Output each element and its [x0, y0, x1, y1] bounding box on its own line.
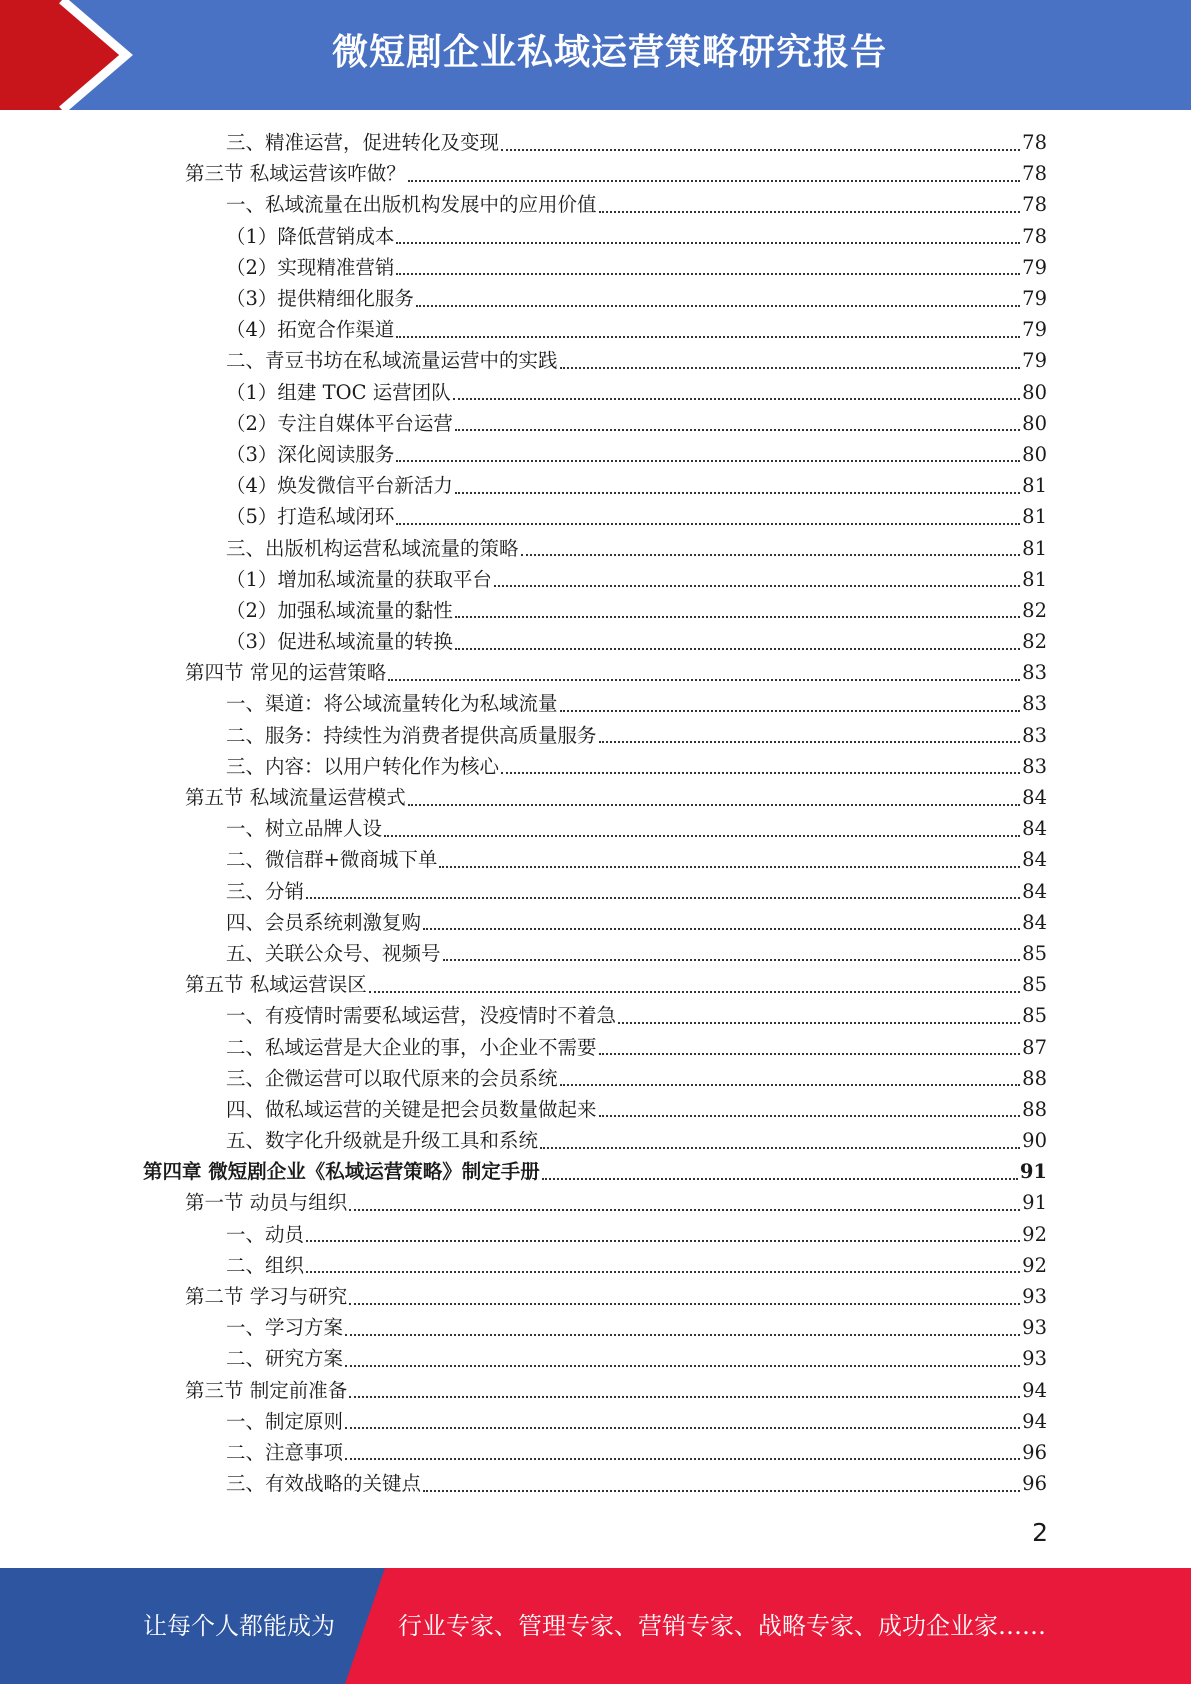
toc-entry-page: 94: [1022, 1409, 1047, 1433]
toc-entry-page: 88: [1022, 1066, 1047, 1090]
toc-dot-leader: [599, 1095, 1021, 1117]
toc-entry-page: 78: [1022, 131, 1047, 155]
toc-entry-title: （5）打造私域闭环: [226, 505, 395, 529]
toc-entry-page: 78: [1022, 162, 1047, 186]
toc-entry-title: （2）专注自媒体平台运营: [226, 411, 453, 435]
toc-entry-page: 92: [1022, 1222, 1047, 1246]
toc-entry-title: （4）焕发微信平台新活力: [226, 474, 453, 498]
toc-entry-page: 84: [1022, 910, 1047, 934]
toc-entry-title: （2）实现精准营销: [226, 255, 395, 279]
toc-dot-leader: [599, 191, 1021, 213]
toc-entry[interactable]: [0, 844, 1191, 875]
toc-dot-leader: [396, 503, 1020, 525]
toc-dot-leader: [408, 160, 1020, 182]
toc-entry-page: 81: [1022, 567, 1047, 591]
toc-dot-leader: [455, 628, 1020, 650]
toc-entry-page: 85: [1022, 1004, 1047, 1028]
toc-dot-leader: [384, 815, 1020, 837]
toc-dot-leader: [345, 1314, 1020, 1336]
toc-entry[interactable]: [0, 1406, 1191, 1437]
toc-entry-title: 二、微信群+微商城下单: [226, 848, 438, 872]
toc-entry-page: 78: [1022, 224, 1047, 248]
toc-dot-leader: [306, 1251, 1020, 1273]
toc-entry-title: 三、内容：以用户转化作为核心: [226, 754, 500, 778]
toc-dot-leader: [439, 846, 1020, 868]
toc-entry-title: 第一节 动员与组织: [185, 1191, 348, 1215]
toc-entry[interactable]: [0, 1437, 1191, 1468]
toc-dot-leader: [501, 129, 1020, 151]
page-number: 2: [1032, 1518, 1048, 1547]
table-of-contents: [0, 127, 1191, 1499]
toc-entry-page: 91: [1019, 1160, 1047, 1184]
toc-dot-leader: [453, 378, 1020, 400]
toc-entry[interactable]: [0, 1063, 1191, 1094]
toc-entry-page: 96: [1022, 1440, 1047, 1464]
toc-dot-leader: [443, 939, 1021, 961]
toc-entry-page: 90: [1022, 1129, 1047, 1153]
report-title: 微短剧企业私域运营策略研究报告: [331, 32, 887, 73]
toc-entry-page: 80: [1022, 411, 1047, 435]
toc-entry-title: 三、有效战略的关键点: [226, 1472, 422, 1496]
toc-entry[interactable]: [0, 314, 1191, 345]
toc-entry-page: 81: [1022, 474, 1047, 498]
toc-entry[interactable]: [0, 1250, 1191, 1281]
toc-entry[interactable]: [0, 657, 1191, 688]
toc-dot-leader: [560, 690, 1021, 712]
toc-entry[interactable]: [0, 252, 1191, 283]
toc-entry[interactable]: [0, 1375, 1191, 1406]
toc-entry[interactable]: [0, 1125, 1191, 1156]
toc-entry[interactable]: [0, 345, 1191, 376]
toc-entry-title: 一、渠道：将公域流量转化为私域流量: [226, 692, 558, 716]
toc-entry-title: 二、注意事项: [226, 1440, 344, 1464]
toc-entry-title: 一、学习方案: [226, 1316, 344, 1340]
toc-dot-leader: [396, 253, 1020, 275]
toc-entry-title: 二、服务：持续性为消费者提供高质量服务: [226, 723, 597, 747]
toc-dot-leader: [396, 440, 1020, 462]
toc-entry[interactable]: [0, 221, 1191, 252]
toc-entry-page: 78: [1022, 193, 1047, 217]
toc-entry[interactable]: [0, 377, 1191, 408]
toc-dot-leader: [349, 1283, 1020, 1305]
footer-slogan-lead: 让每个人都能成为: [143, 1612, 335, 1640]
toc-entry[interactable]: [0, 1187, 1191, 1218]
toc-entry-title: 一、私域流量在出版机构发展中的应用价值: [226, 193, 597, 217]
toc-entry-page: 96: [1022, 1472, 1047, 1496]
toc-dot-leader: [396, 222, 1020, 244]
toc-entry[interactable]: [0, 532, 1191, 563]
toc-entry-title: 二、组织: [226, 1253, 305, 1277]
toc-entry-page: 79: [1022, 255, 1047, 279]
toc-entry[interactable]: [0, 720, 1191, 751]
toc-entry-page: 82: [1022, 598, 1047, 622]
toc-dot-leader: [408, 784, 1020, 806]
toc-dot-leader: [423, 1470, 1020, 1492]
toc-entry[interactable]: [0, 813, 1191, 844]
toc-dot-leader: [455, 409, 1020, 431]
toc-dot-leader: [494, 565, 1020, 587]
toc-entry[interactable]: [0, 1312, 1191, 1343]
toc-entry-page: 91: [1022, 1191, 1047, 1215]
toc-entry-title: 二、研究方案: [226, 1347, 344, 1371]
toc-entry-title: 四、会员系统刺激复购: [226, 910, 422, 934]
toc-dot-leader: [560, 1064, 1021, 1086]
toc-entry-page: 79: [1022, 349, 1047, 373]
toc-entry-title: 四、做私域运营的关键是把会员数量做起来: [226, 1097, 597, 1121]
toc-entry-page: 80: [1022, 380, 1047, 404]
header-band: [0, 0, 1191, 110]
toc-entry-page: 83: [1022, 661, 1047, 685]
toc-dot-leader: [306, 877, 1020, 899]
toc-entry-title: 三、出版机构运营私域流量的策略: [226, 536, 519, 560]
toc-dot-leader: [542, 1158, 1018, 1180]
toc-dot-leader: [349, 1376, 1020, 1398]
toc-entry[interactable]: [0, 1094, 1191, 1125]
toc-entry-title: （1）增加私域流量的获取平台: [226, 567, 492, 591]
toc-entry[interactable]: [0, 1343, 1191, 1374]
toc-dot-leader: [521, 534, 1021, 556]
toc-entry[interactable]: [0, 1468, 1191, 1499]
toc-entry-page: 87: [1022, 1035, 1047, 1059]
toc-entry[interactable]: [0, 1031, 1191, 1062]
toc-entry-page: 84: [1022, 786, 1047, 810]
toc-entry-title: 第五节 私域运营误区: [185, 973, 367, 997]
toc-entry-title: 三、精准运营，促进转化及变现: [226, 131, 500, 155]
toc-entry-page: 83: [1022, 692, 1047, 716]
toc-entry[interactable]: [0, 564, 1191, 595]
toc-entry[interactable]: [0, 938, 1191, 969]
toc-entry-title: 五、数字化升级就是升级工具和系统: [226, 1129, 539, 1153]
toc-entry-title: 一、制定原则: [226, 1409, 344, 1433]
toc-entry-title: 第四章 微短剧企业《私域运营策略》制定手册: [143, 1160, 540, 1184]
toc-dot-leader: [560, 347, 1021, 369]
toc-entry[interactable]: [0, 876, 1191, 907]
toc-dot-leader: [345, 1438, 1020, 1460]
toc-entry-page: 84: [1022, 848, 1047, 872]
footer-banner: [0, 1568, 1191, 1684]
toc-entry-title: （1）降低营销成本: [226, 224, 395, 248]
toc-entry-title: 一、树立品牌人设: [226, 817, 383, 841]
toc-dot-leader: [396, 316, 1020, 338]
toc-entry-page: 88: [1022, 1097, 1047, 1121]
toc-entry-title: （2）加强私域流量的黏性: [226, 598, 453, 622]
toc-entry[interactable]: [0, 189, 1191, 220]
toc-dot-leader: [599, 721, 1021, 743]
toc-entry-page: 81: [1022, 505, 1047, 529]
toc-entry[interactable]: [0, 782, 1191, 813]
toc-dot-leader: [455, 472, 1020, 494]
toc-entry-title: （3）促进私域流量的转换: [226, 630, 453, 654]
toc-dot-leader: [618, 1002, 1020, 1024]
toc-entry[interactable]: [0, 127, 1191, 158]
toc-entry-title: （3）提供精细化服务: [226, 287, 414, 311]
toc-entry-title: 三、分销: [226, 879, 305, 903]
toc-entry[interactable]: [0, 439, 1191, 470]
footer-slogan-roles: 行业专家、管理专家、营销专家、战略专家、成功企业家……: [398, 1612, 1046, 1640]
toc-entry-page: 85: [1022, 973, 1047, 997]
toc-entry[interactable]: [0, 751, 1191, 782]
toc-entry[interactable]: [0, 408, 1191, 439]
toc-dot-leader: [599, 1033, 1021, 1055]
toc-entry-title: 第二节 学习与研究: [185, 1285, 348, 1309]
toc-entry-page: 94: [1022, 1378, 1047, 1402]
toc-entry[interactable]: [0, 907, 1191, 938]
toc-dot-leader: [540, 1127, 1020, 1149]
toc-entry[interactable]: [0, 969, 1191, 1000]
toc-entry-title: （4）拓宽合作渠道: [226, 318, 395, 342]
toc-entry[interactable]: [0, 470, 1191, 501]
toc-entry[interactable]: [0, 1219, 1191, 1250]
toc-entry-page: 83: [1022, 754, 1047, 778]
toc-entry-page: 84: [1022, 817, 1047, 841]
toc-entry-page: 81: [1022, 536, 1047, 560]
toc-entry[interactable]: [0, 688, 1191, 719]
toc-dot-leader: [345, 1407, 1020, 1429]
toc-entry[interactable]: [0, 1156, 1191, 1187]
toc-entry-title: 第四节 常见的运营策略: [185, 661, 387, 685]
toc-entry-page: 85: [1022, 941, 1047, 965]
toc-entry-title: 一、动员: [226, 1222, 305, 1246]
toc-entry-title: 一、有疫情时需要私域运营，没疫情时不着急: [226, 1004, 617, 1028]
toc-entry[interactable]: [0, 1000, 1191, 1031]
toc-entry-page: 84: [1022, 879, 1047, 903]
toc-entry-page: 93: [1022, 1316, 1047, 1340]
toc-dot-leader: [416, 285, 1020, 307]
toc-entry[interactable]: [0, 283, 1191, 314]
toc-entry-page: 79: [1022, 287, 1047, 311]
toc-entry-page: 93: [1022, 1285, 1047, 1309]
toc-dot-leader: [423, 908, 1020, 930]
toc-entry-title: 第三节 私域运营该咋做？: [185, 162, 406, 186]
toc-dot-leader: [306, 1220, 1020, 1242]
toc-entry-page: 92: [1022, 1253, 1047, 1277]
toc-dot-leader: [369, 971, 1020, 993]
toc-entry[interactable]: [0, 158, 1191, 189]
toc-entry-page: 82: [1022, 630, 1047, 654]
toc-dot-leader: [455, 596, 1020, 618]
toc-entry-title: 第五节 私域流量运营模式: [185, 786, 406, 810]
toc-dot-leader: [388, 659, 1020, 681]
toc-entry-page: 93: [1022, 1347, 1047, 1371]
toc-entry-title: 二、私域运营是大企业的事，小企业不需要: [226, 1035, 597, 1059]
toc-entry-title: 第三节 制定前准备: [185, 1378, 348, 1402]
toc-entry[interactable]: [0, 501, 1191, 532]
toc-entry-title: 五、关联公众号、视频号: [226, 941, 441, 965]
toc-entry-title: （1）组建 TOC 运营团队: [226, 380, 451, 404]
toc-entry-page: 80: [1022, 442, 1047, 466]
toc-dot-leader: [349, 1189, 1020, 1211]
toc-entry-title: 三、企微运营可以取代原来的会员系统: [226, 1066, 558, 1090]
toc-entry[interactable]: [0, 595, 1191, 626]
toc-entry-title: （3）深化阅读服务: [226, 442, 395, 466]
toc-entry-page: 83: [1022, 723, 1047, 747]
toc-entry[interactable]: [0, 626, 1191, 657]
toc-entry-title: 二、青豆书坊在私域流量运营中的实践: [226, 349, 558, 373]
toc-dot-leader: [345, 1345, 1020, 1367]
toc-entry[interactable]: [0, 1281, 1191, 1312]
toc-entry-page: 79: [1022, 318, 1047, 342]
toc-dot-leader: [501, 752, 1020, 774]
